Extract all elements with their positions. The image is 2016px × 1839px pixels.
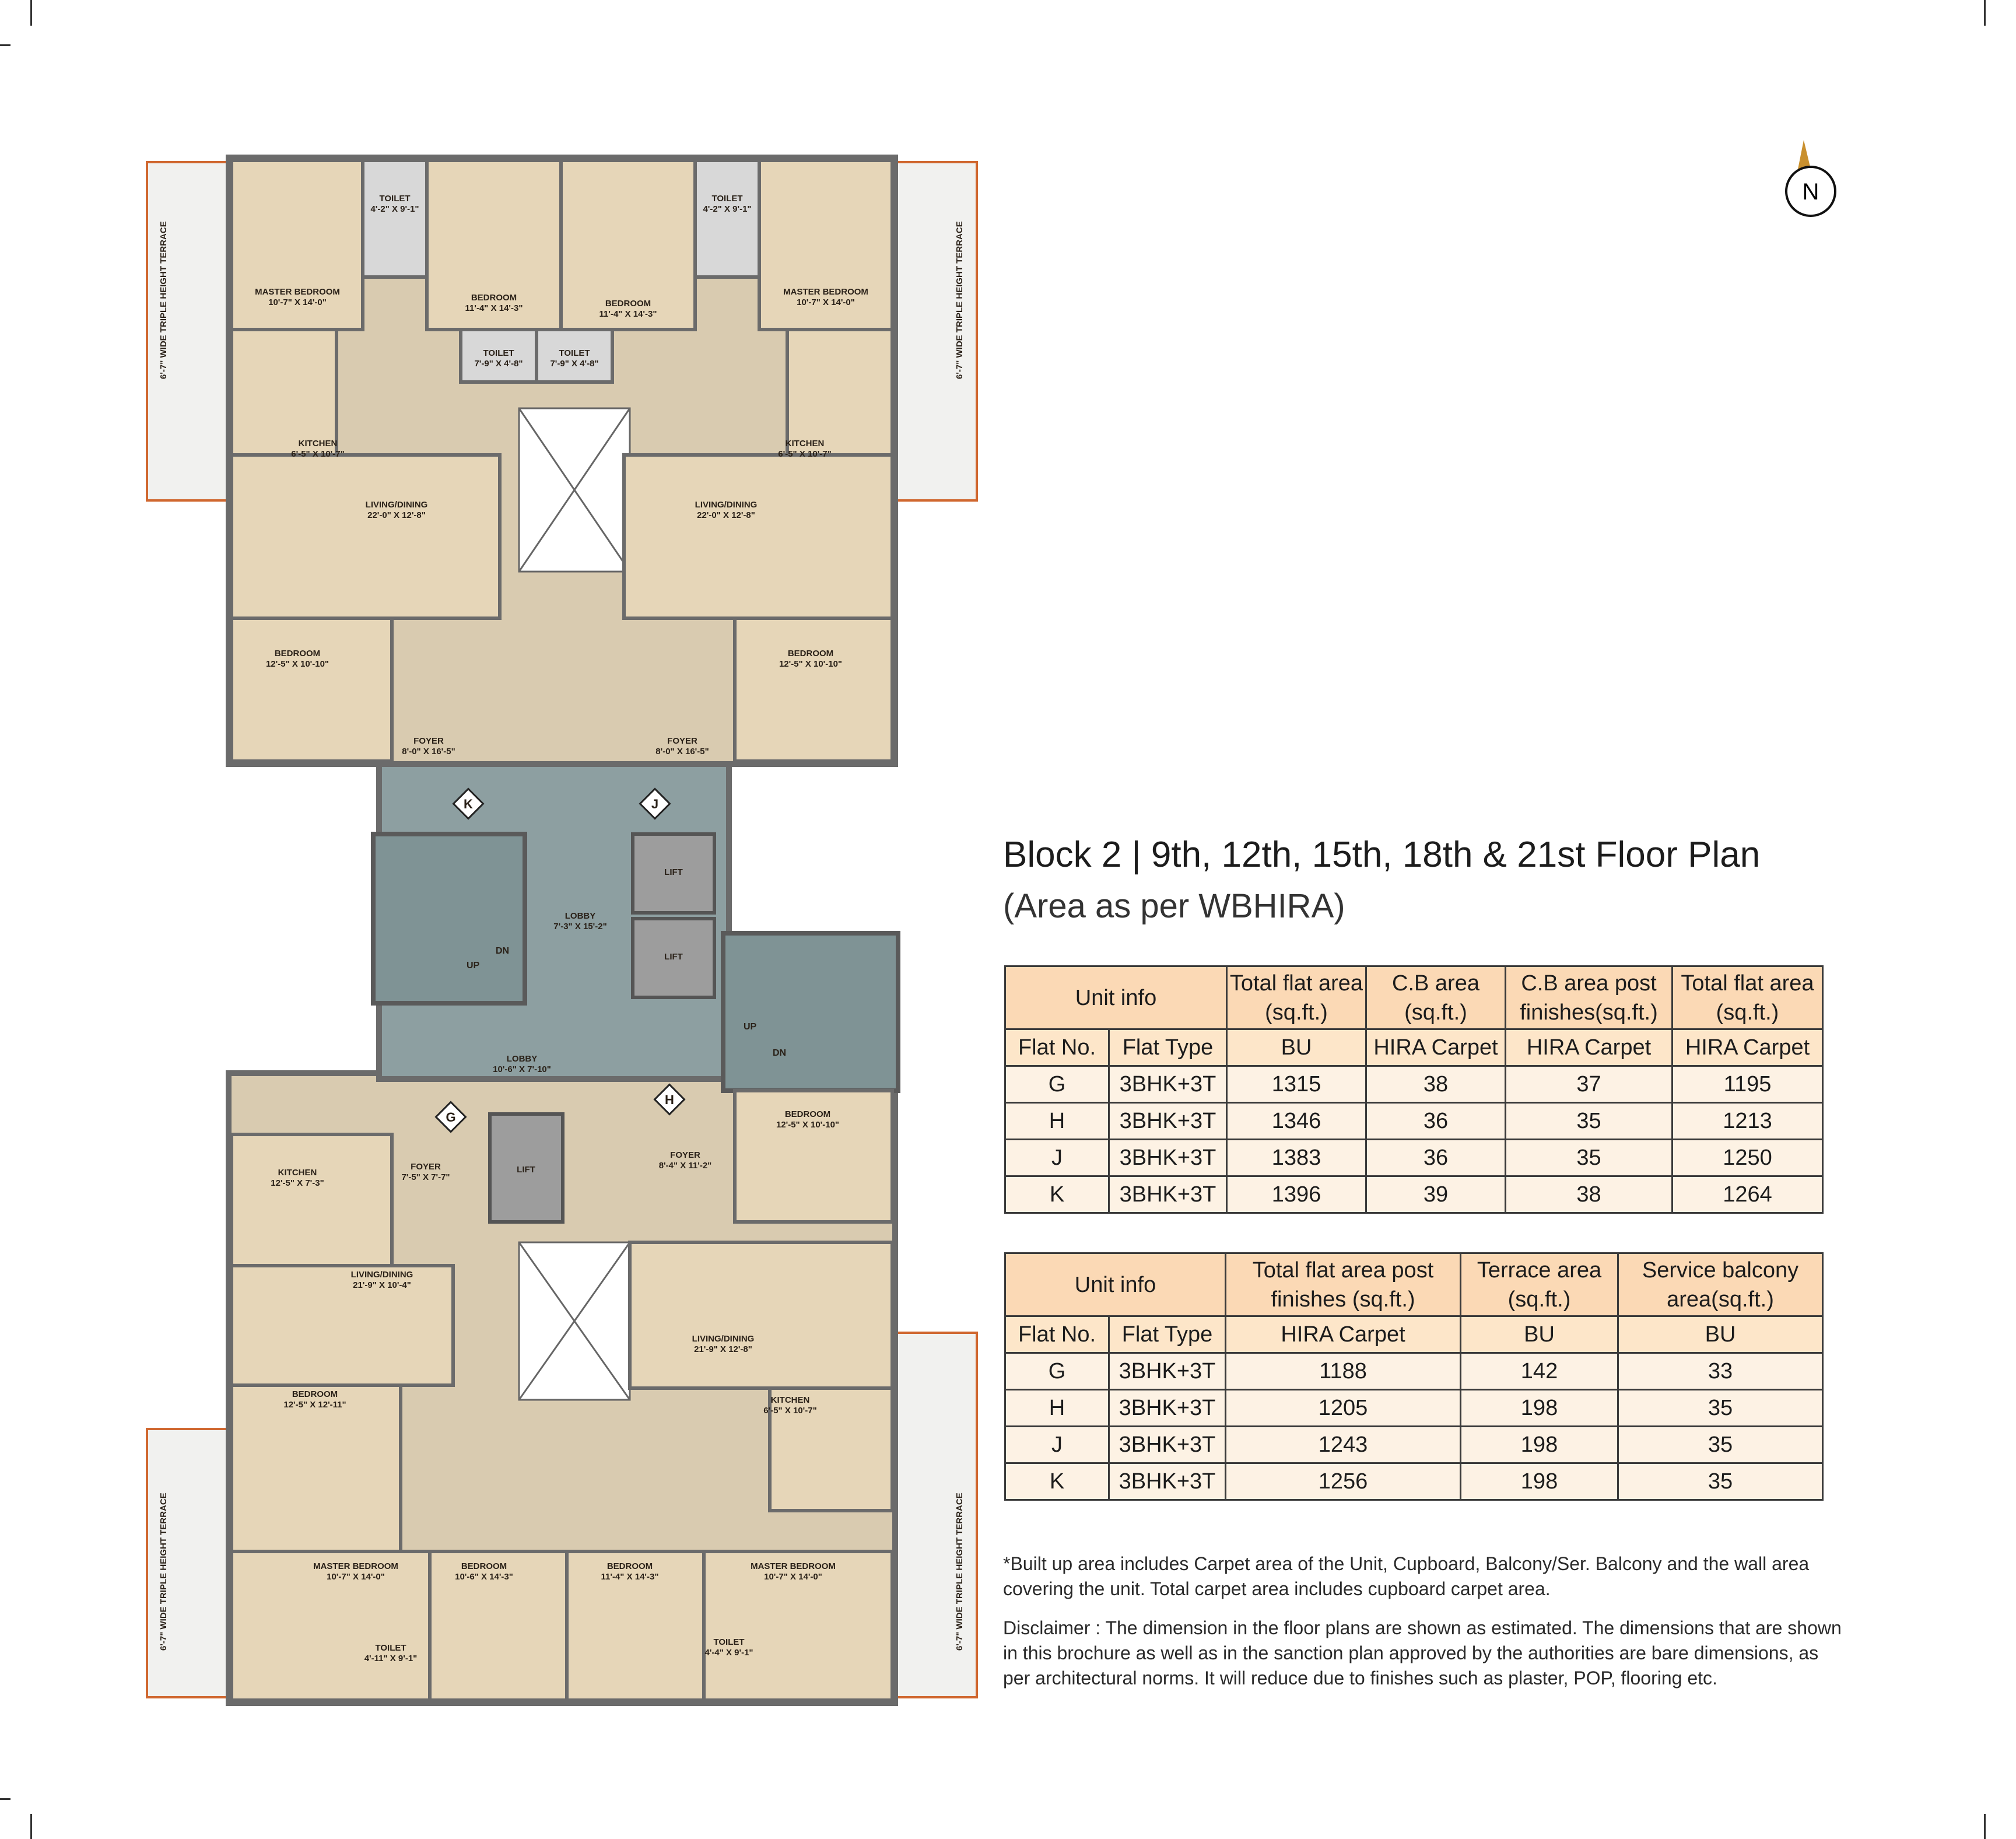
room	[232, 1134, 392, 1266]
table-row	[1005, 1103, 1823, 1140]
room-label: MASTER BEDROOM 10'-7" X 14'-0"	[783, 287, 868, 307]
table-cell: H	[1005, 1103, 1109, 1140]
room-label: TOILET 7'-9" X 4'-8"	[550, 348, 599, 369]
svg-text:K: K	[464, 797, 473, 811]
room	[232, 1385, 401, 1551]
table-cell: 3BHK+3T	[1109, 1176, 1227, 1213]
room-label: TOILET 4'-11" X 9'-1"	[364, 1643, 418, 1663]
table-cell: 1315	[1227, 1066, 1366, 1103]
table-row	[1005, 1176, 1823, 1213]
table-cell: 1256	[1226, 1463, 1461, 1500]
svg-text:N: N	[1802, 179, 1819, 205]
table-cell: 3BHK+3T	[1109, 1103, 1227, 1140]
table-cell: 198	[1461, 1427, 1618, 1463]
room-label: LIFT	[517, 1165, 535, 1175]
header-cell: Service balcony area(sq.ft.)	[1618, 1253, 1823, 1316]
subheader-cell: HIRA Carpet	[1506, 1029, 1673, 1066]
table-row	[1005, 1140, 1823, 1176]
subheader-cell: Flat No.	[1005, 1029, 1109, 1066]
table-cell: 35	[1618, 1463, 1823, 1500]
table-cell: 38	[1366, 1066, 1506, 1103]
room	[624, 455, 892, 618]
shaft-top	[519, 408, 630, 572]
table-cell: 35	[1618, 1390, 1823, 1427]
crop-mark	[0, 1798, 10, 1800]
table-cell: H	[1005, 1390, 1109, 1427]
room-label: BEDROOM 12'-5" X 10'-10"	[776, 1109, 840, 1130]
room	[363, 160, 427, 277]
table-cell: 3BHK+3T	[1109, 1140, 1227, 1176]
table-cell: 198	[1461, 1390, 1618, 1427]
room	[232, 1266, 453, 1385]
table-row	[1005, 1066, 1823, 1103]
header-cell: Unit info	[1005, 966, 1227, 1029]
room-label: FOYER 8'-4" X 11'-2"	[658, 1150, 712, 1171]
subheader-cell: HIRA Carpet	[1226, 1316, 1461, 1353]
room-label: BEDROOM 12'-5" X 10'-10"	[779, 649, 843, 669]
room-label: BEDROOM 11'-4" X 14'-3"	[599, 299, 657, 319]
svg-text:G: G	[446, 1110, 456, 1125]
stair-down-label: DN	[773, 1048, 787, 1058]
stair-up-label: UP	[744, 1022, 757, 1032]
subheader-cell: HIRA Carpet	[1366, 1029, 1506, 1066]
header-cell: Total flat area post finishes (sq.ft.)	[1226, 1253, 1461, 1316]
room	[787, 330, 892, 455]
room-label: BEDROOM 12'-5" X 12'-11"	[283, 1389, 346, 1410]
room-label: LIFT	[664, 952, 683, 962]
crop-mark	[0, 44, 10, 46]
room-label: LIFT	[664, 867, 683, 877]
table-cell: 1383	[1227, 1140, 1366, 1176]
table-cell: 1264	[1673, 1176, 1823, 1213]
table-cell: 1250	[1673, 1140, 1823, 1176]
terrace-label: 6'-7" WIDE TRIPLE HEIGHT TERRACE	[955, 1493, 965, 1651]
room-label: LIVING/DINING 21'-9" X 10'-4"	[350, 1270, 413, 1290]
table-cell: 35	[1506, 1140, 1673, 1176]
room	[232, 455, 500, 618]
room-label: FOYER 7'-5" X 7'-7"	[401, 1162, 450, 1182]
crop-mark	[1984, 0, 1986, 26]
table-cell: 3BHK+3T	[1109, 1066, 1227, 1103]
room-label: BEDROOM 10'-6" X 14'-3"	[455, 1561, 513, 1582]
room-label: BEDROOM 11'-4" X 14'-3"	[601, 1561, 659, 1582]
table-cell: 1243	[1226, 1427, 1461, 1463]
subheader-cell: Flat Type	[1109, 1029, 1227, 1066]
header-cell: Total flat area (sq.ft.)	[1227, 966, 1366, 1029]
room-label: KITCHEN 6'-5" X 10'-7"	[778, 439, 832, 459]
room	[232, 330, 336, 455]
table-cell: 37	[1506, 1066, 1673, 1103]
table-cell: 3BHK+3T	[1109, 1353, 1226, 1390]
room	[232, 618, 392, 761]
room-label: BEDROOM 12'-5" X 10'-10"	[265, 649, 329, 669]
crop-mark	[30, 1814, 32, 1839]
terrace-label: 6'-7" WIDE TRIPLE HEIGHT TERRACE	[955, 221, 965, 379]
table-cell: 1188	[1226, 1353, 1461, 1390]
table-cell: 1195	[1673, 1066, 1823, 1103]
table-cell: 1205	[1226, 1390, 1461, 1427]
crop-mark	[30, 0, 32, 26]
page-subtitle: (Area as per WBHIRA)	[1003, 887, 1345, 925]
built-up-area-note: *Built up area includes Carpet area of the Unit, Cupboard, Balcony/Ser. Balcony and the wall area covering the unit. Total carpet area includes cupboard carpet area.	[1003, 1553, 1810, 1599]
svg-text:J: J	[651, 797, 659, 811]
shaft-bottom	[519, 1242, 630, 1400]
table-cell: 1396	[1227, 1176, 1366, 1213]
room-label: FOYER 8'-0" X 16'-5"	[655, 736, 709, 756]
table-cell: 142	[1461, 1353, 1618, 1390]
svg-text:H: H	[665, 1092, 674, 1107]
terrace-top-right	[895, 162, 977, 500]
subheader-cell: BU	[1461, 1316, 1618, 1353]
table-cell: K	[1005, 1176, 1109, 1213]
table-cell: 35	[1618, 1427, 1823, 1463]
table-cell: G	[1005, 1066, 1109, 1103]
room-label: KITCHEN 6'-5" X 10'-7"	[763, 1395, 817, 1416]
table-cell: 36	[1366, 1103, 1506, 1140]
table-cell: K	[1005, 1463, 1109, 1500]
subheader-cell: Flat No.	[1005, 1316, 1109, 1353]
table-row	[1005, 1463, 1823, 1500]
table-cell: J	[1005, 1140, 1109, 1176]
table-cell: 36	[1366, 1140, 1506, 1176]
room-label: MASTER BEDROOM 10'-7" X 14'-0"	[255, 287, 340, 307]
table-cell: J	[1005, 1427, 1109, 1463]
table-cell: 39	[1366, 1176, 1506, 1213]
header-cell: C.B area (sq.ft.)	[1366, 966, 1506, 1029]
table-cell: 1346	[1227, 1103, 1366, 1140]
table-row	[1005, 1353, 1823, 1390]
room-label: LIVING/DINING 22'-0" X 12'-8"	[695, 500, 758, 520]
header-cell: Unit info	[1005, 1253, 1226, 1316]
room-label: LOBBY 7'-3" X 15'-2"	[553, 911, 607, 931]
disclaimer-note: Disclaimer : The dimension in the floor plans are shown as estimated. The dimensions that are shown in this brochure as well as in the sanction plan approved by the authorities are bare dimensions, as per architectural norms. It will reduce due to finishes such as plaster, POP, flooring etc.	[1003, 1617, 1842, 1689]
page-title: Block 2 | 9th, 12th, 15th, 18th & 21st Floor Plan	[1003, 835, 1761, 875]
room	[735, 618, 892, 761]
table-cell: 38	[1506, 1176, 1673, 1213]
subheader-cell: Flat Type	[1109, 1316, 1226, 1353]
room	[695, 160, 759, 277]
table-cell: G	[1005, 1353, 1109, 1390]
room-label: KITCHEN 6'-5" X 10'-7"	[291, 439, 345, 459]
terrace-label: 6'-7" WIDE TRIPLE HEIGHT TERRACE	[159, 1493, 169, 1651]
floor-plan-diagram	[140, 134, 980, 1715]
subheader-cell: BU	[1618, 1316, 1823, 1353]
room-label: TOILET 4'-4" X 9'-1"	[704, 1637, 753, 1658]
crop-mark	[1984, 1814, 1986, 1839]
table-cell: 3BHK+3T	[1109, 1390, 1226, 1427]
table-cell: 35	[1506, 1103, 1673, 1140]
room-label: LOBBY 10'-6" X 7'-10"	[493, 1054, 551, 1074]
subheader-cell: BU	[1227, 1029, 1366, 1066]
table-cell: 3BHK+3T	[1109, 1463, 1226, 1500]
room-label: TOILET 4'-2" X 9'-1"	[370, 194, 419, 214]
header-cell: C.B area post finishes(sq.ft.)	[1506, 966, 1673, 1029]
room-label: MASTER BEDROOM 10'-7" X 14'-0"	[313, 1561, 398, 1582]
terrace-bottom-right	[895, 1333, 977, 1697]
table-cell: 3BHK+3T	[1109, 1427, 1226, 1463]
stair-down-label: DN	[496, 946, 510, 956]
room-label: KITCHEN 12'-5" X 7'-3"	[271, 1168, 324, 1188]
room-label: TOILET 4'-2" X 9'-1"	[703, 194, 752, 214]
terrace-label: 6'-7" WIDE TRIPLE HEIGHT TERRACE	[159, 221, 169, 379]
room-label: LIVING/DINING 21'-9" X 12'-8"	[692, 1334, 755, 1354]
north-compass-icon	[1782, 140, 1840, 222]
table-row	[1005, 1427, 1823, 1463]
table-row	[1005, 1390, 1823, 1427]
stair-right	[723, 933, 898, 1091]
header-cell: Total flat area (sq.ft.)	[1673, 966, 1823, 1029]
header-cell: Terrace area (sq.ft.)	[1461, 1253, 1618, 1316]
stair-left	[373, 834, 525, 1003]
table-cell: 198	[1461, 1463, 1618, 1500]
room-label: MASTER BEDROOM 10'-7" X 14'-0"	[751, 1561, 836, 1582]
room-label: LIVING/DINING 22'-0" X 12'-8"	[365, 500, 428, 520]
room	[630, 1242, 892, 1388]
room-label: TOILET 7'-9" X 4'-8"	[474, 348, 523, 369]
room-label: BEDROOM 11'-4" X 14'-3"	[465, 293, 523, 313]
table-cell: 33	[1618, 1353, 1823, 1390]
table-cell: 1213	[1673, 1103, 1823, 1140]
room-label: FOYER 8'-0" X 16'-5"	[402, 736, 455, 756]
subheader-cell: HIRA Carpet	[1673, 1029, 1823, 1066]
area-table-2	[1004, 1252, 1824, 1501]
stair-up-label: UP	[467, 961, 480, 971]
area-table-1	[1004, 965, 1824, 1214]
